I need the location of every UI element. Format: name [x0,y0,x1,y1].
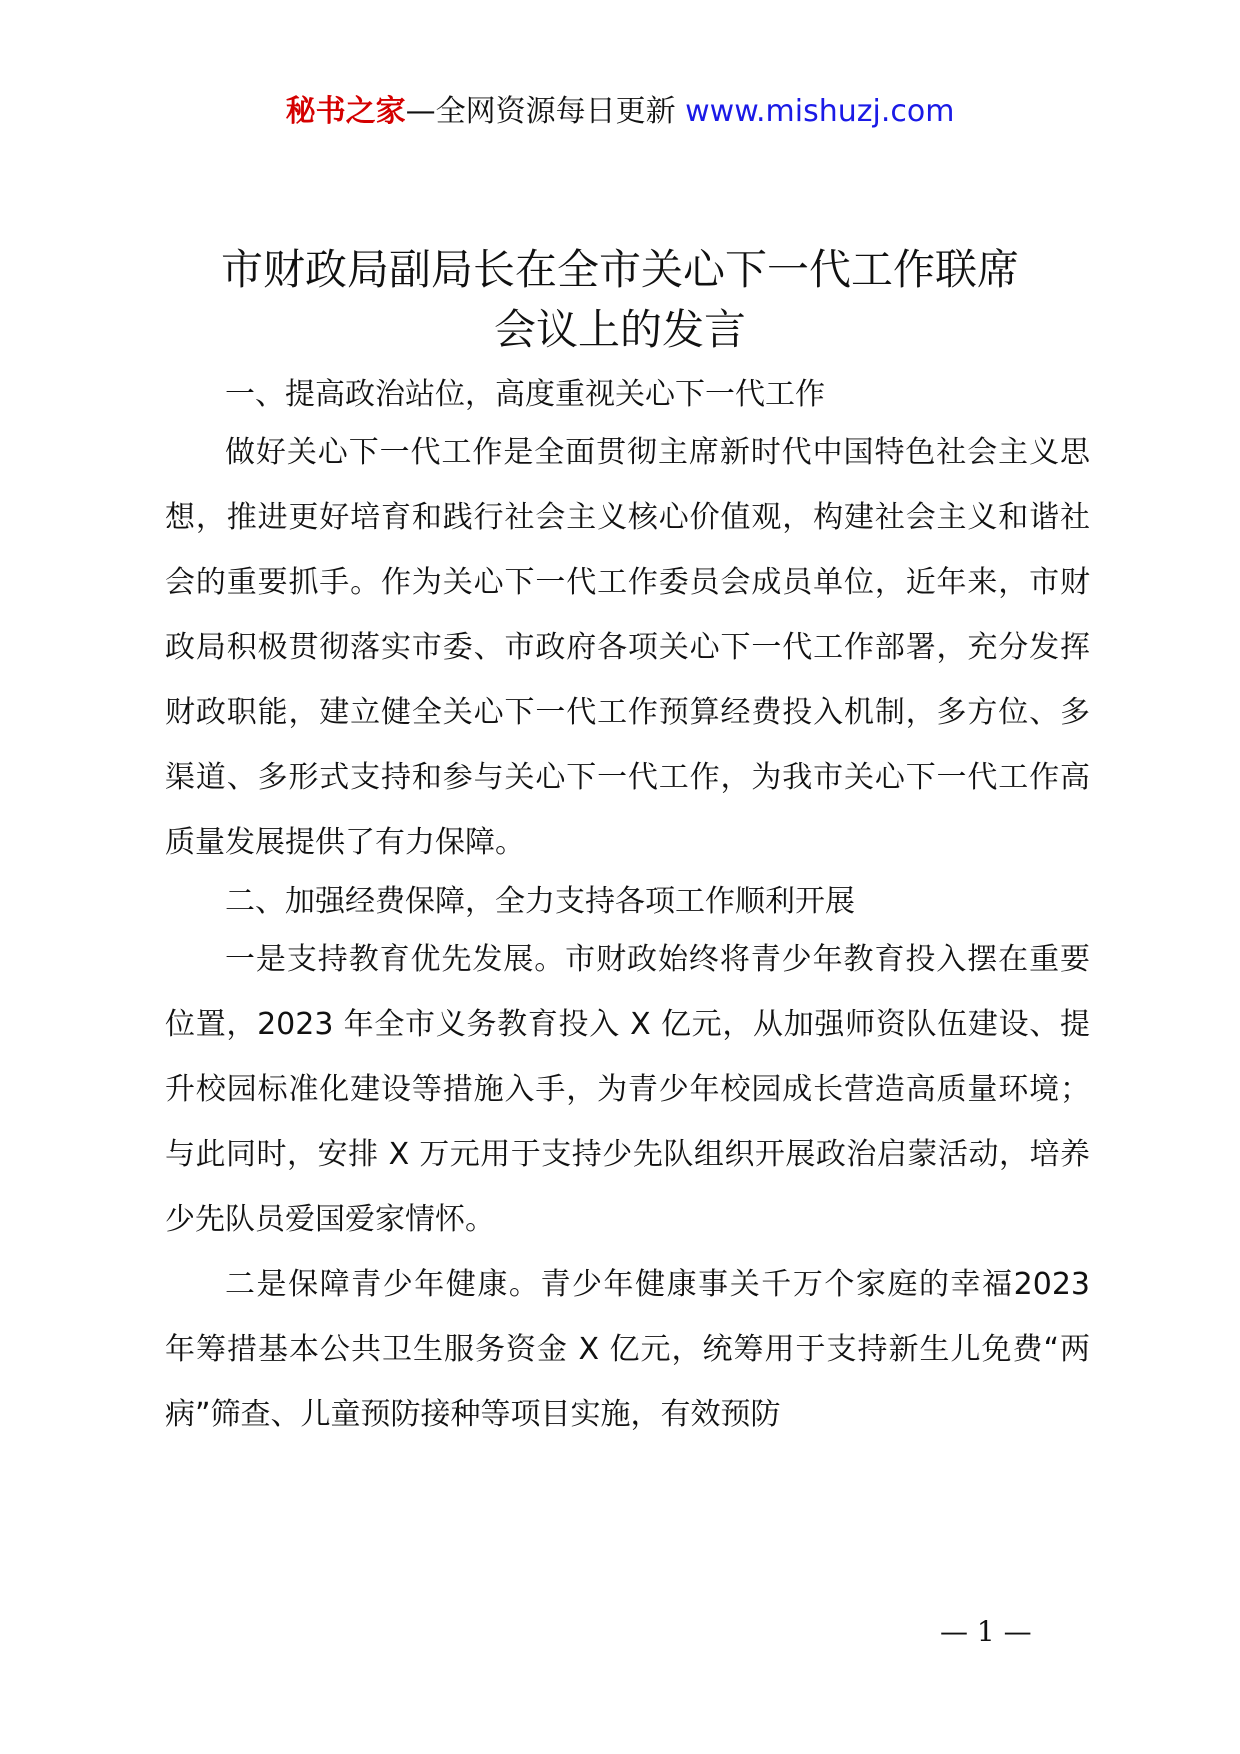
section-1-heading: 一、提高政治站位，高度重视关心下一代工作 [225,377,825,412]
page-number: — 1 — [940,1615,1032,1648]
section-2-heading: 二、加强经费保障，全力支持各项工作顺利开展 [225,884,855,919]
document-body [165,370,1090,1447]
header-banner [0,92,1240,132]
header-tagline: —全网资源每日更新 [405,94,676,129]
title-line-2: 会议上的发言 [493,305,746,354]
brand-name: 秘书之家 [285,94,406,129]
document-title [130,240,1110,360]
section-2-paragraph-2: 二是保障青少年健康。青少年健康事关千万个家庭的幸福2023 年筹措基本公共卫生服务资金 X 亿元，统筹用于支持新生儿免费“两病”筛查、儿童预防接种等项目实施，有效预防 [165,1267,1090,1432]
title-line-1: 市财政局副局长在全市关心下一代工作联席 [220,245,1019,294]
site-url-link[interactable]: www.mishuzj.com [685,94,955,129]
section-1-paragraph-1: 做好关心下一代工作是全面贯彻主席新时代中国特色社会主义思想，推进更好培育和践行社会主义核心价值观，构建社会主义和谐社会的重要抓手。作为关心下一代工作委员会成员单位，近年来，市财政局积极贯彻落实市委、市政府各项关心下一代工作部署，充分发挥财政职能，建立健全关心下一代工作预算经费投入机制，多方位、多渠道、多形式支持和参与关心下一代工作，为我市关心下一代工作高质量发展提供了有力保障。 [165,435,1090,860]
section-2-paragraph-1: 一是支持教育优先发展。市财政始终将青少年教育投入摆在重要位置，2023 年全市义务教育投入 X 亿元，从加强师资队伍建设、提升校园标准化建设等措施入手，为青少年校园成长营造高质量环境；与此同时，安排 X 万元用于支持少先队组织开展政治启蒙活动，培养少先队员爱国爱家情怀。 [165,942,1090,1237]
